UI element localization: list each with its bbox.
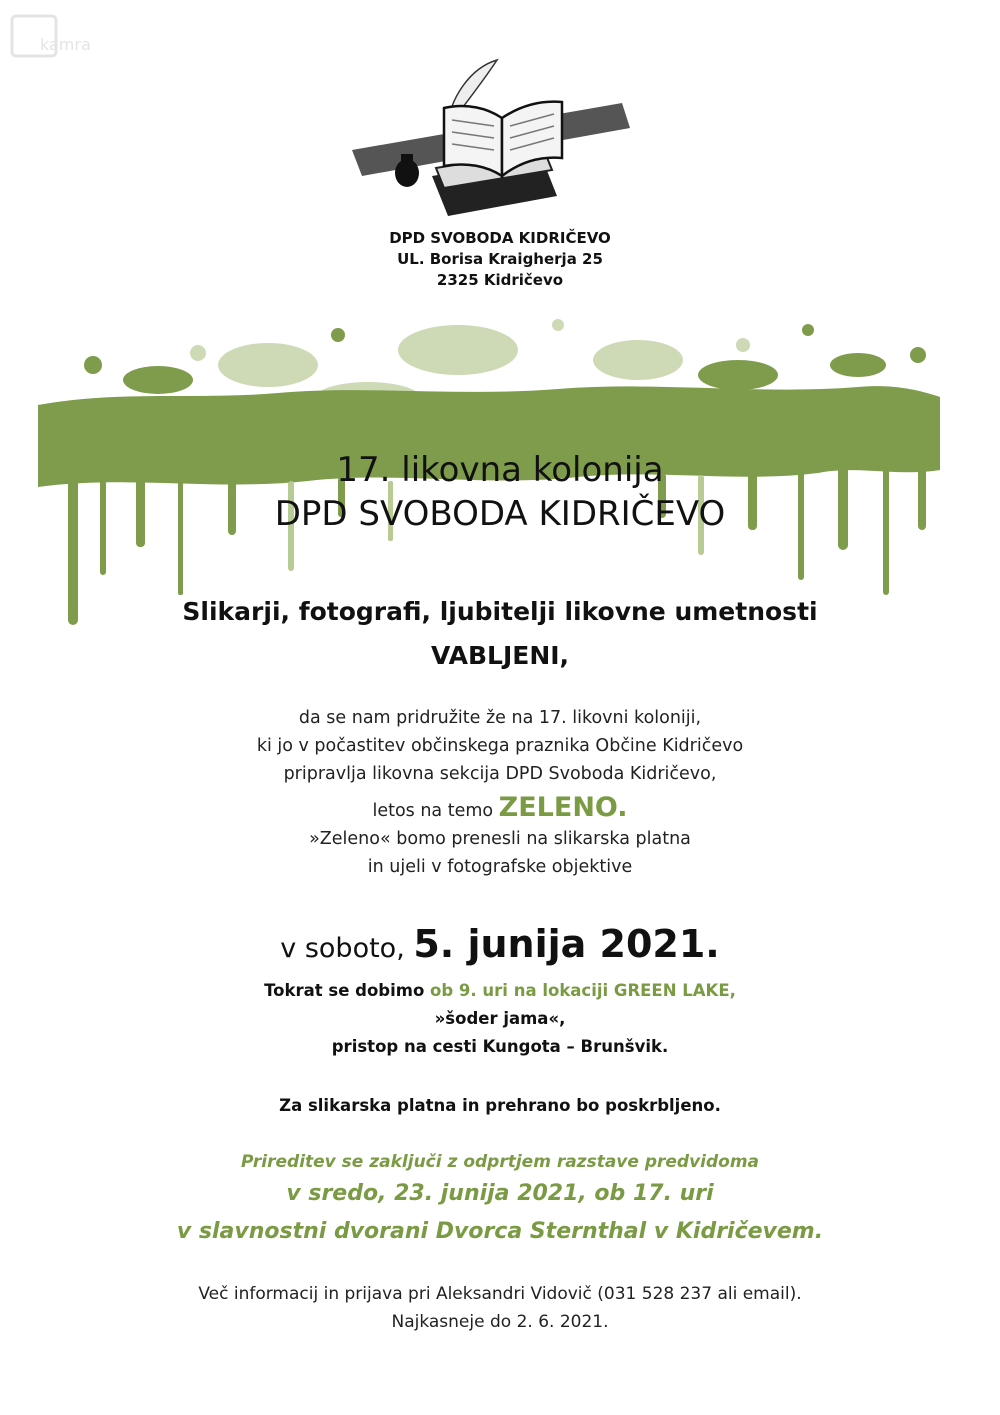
theme-word: ZELENO. (498, 792, 628, 823)
theme-prefix: letos na temo (372, 801, 499, 821)
invite-line-2: VABLJENI, (430, 641, 570, 670)
meeting-line-2: »šoder jama«, (434, 1009, 566, 1028)
title-line-2: DPD SVOBODA KIDRIČEVO (274, 494, 726, 534)
event-date (0, 918, 1000, 978)
closing-line-3: v slavnostni dvorani Dvorca Sternthal v Kidričevem. (176, 1219, 824, 1244)
info-line-2: Najkasneje do 2. 6. 2021. (391, 1312, 609, 1332)
provision-note: Za slikarska platna in prehrano bo poskrbljeno. (279, 1096, 721, 1115)
invitation-body (0, 704, 1000, 881)
svg-text:kamra: kamra (40, 35, 91, 54)
body-line-3: pripravlja likovna sekcija DPD Svoboda Kidričevo, (283, 764, 717, 784)
watermark-logo (10, 10, 110, 60)
organization-header (0, 228, 1000, 291)
meeting-line-1 (0, 977, 1000, 1005)
closing-info (0, 1148, 1000, 1252)
body-line-5: »Zeleno« bomo prenesli na slikarska platna (309, 829, 691, 849)
invite-heading (0, 590, 1000, 678)
meeting-info (0, 977, 1000, 1061)
closing-line-2: v sredo, 23. junija 2021, ob 17. uri (286, 1181, 714, 1206)
org-address: UL. Borisa Kraigherja 25 (397, 250, 603, 268)
date-prefix: v soboto, (280, 933, 414, 964)
body-line-6: in ujeli v fotografske objektive (367, 857, 633, 877)
title-line-1: 17. likovna kolonija (336, 450, 664, 490)
date-main: 5. junija 2021. (413, 922, 720, 966)
body-line-1: da se nam pridružite že na 17. likovni koloniji, (298, 708, 702, 728)
meeting-location: ob 9. uri na lokaciji GREEN LAKE, (430, 981, 736, 1000)
meeting-line-3: pristop na cesti Kungota – Brunšvik. (331, 1037, 669, 1056)
book-quill-logo (352, 58, 632, 220)
info-line-1: Več informacij in prijava pri Aleksandri Vidovič (031 528 237 ali email). (198, 1284, 802, 1304)
meeting-prefix: Tokrat se dobimo (264, 981, 431, 1000)
invite-line-1: Slikarji, fotografi, ljubitelji likovne umetnosti (182, 597, 818, 626)
theme-line (0, 794, 1000, 825)
contact-info (0, 1280, 1000, 1336)
body-line-2: ki jo v počastitev občinskega praznika Občine Kidričevo (256, 736, 744, 756)
event-title (0, 448, 1000, 536)
closing-line-1: Prireditev se zaključi z odprtjem razstave predvidoma (240, 1152, 760, 1172)
org-postal: 2325 Kidričevo (436, 271, 564, 289)
org-name: DPD SVOBODA KIDRIČEVO (389, 229, 611, 247)
